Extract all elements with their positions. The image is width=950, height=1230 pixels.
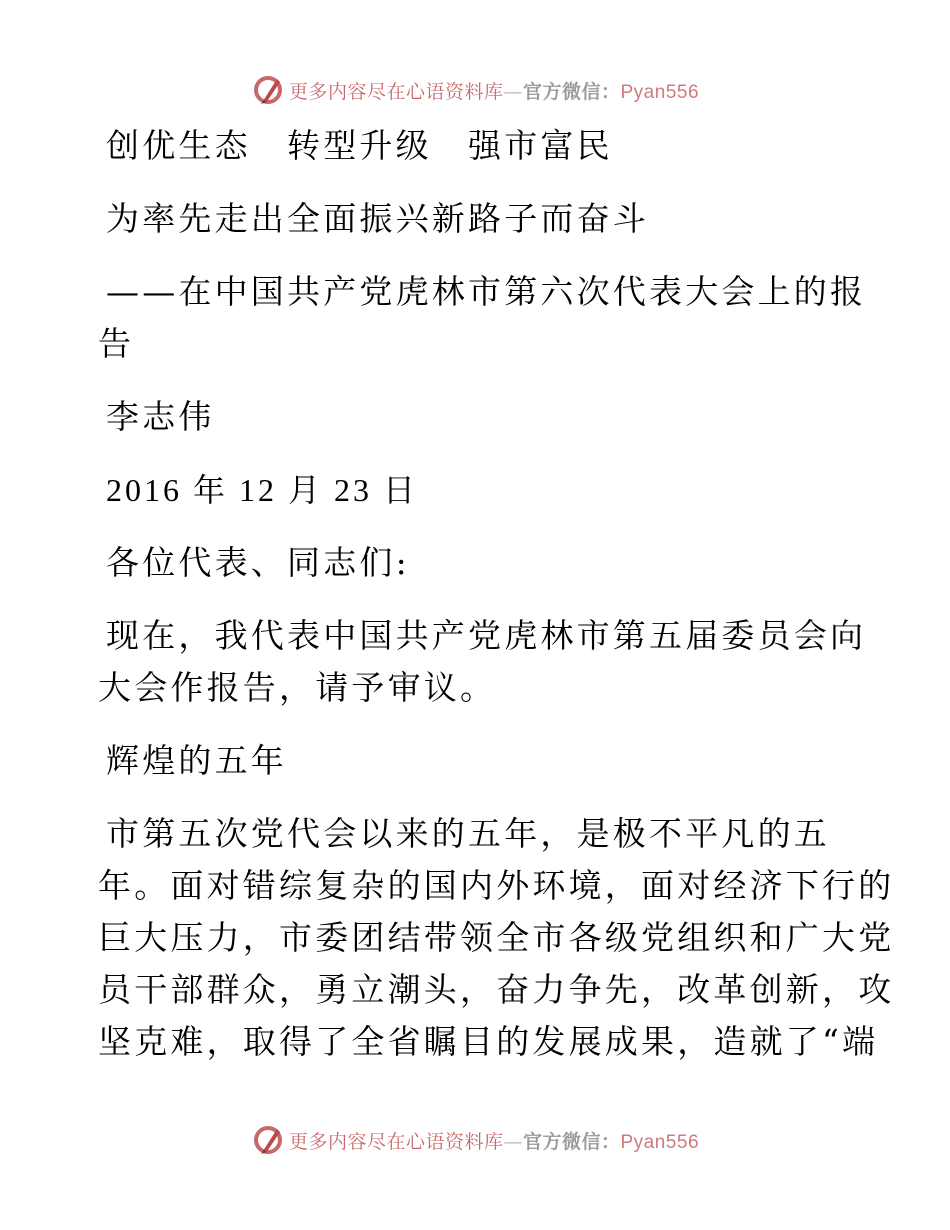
title-line-1: 创优生态 转型升级 强市富民 bbox=[106, 126, 613, 165]
section-heading: 辉煌的五年 bbox=[106, 741, 287, 780]
watermark-brand: 更多内容尽在心语资料库 bbox=[288, 1130, 504, 1153]
quill-pen-logo-icon bbox=[251, 1123, 285, 1157]
subtitle-line-2: 告 bbox=[98, 324, 135, 363]
date: 2016 年 12 月 23 日 bbox=[106, 472, 419, 508]
watermark-id: Pyan556 bbox=[620, 1131, 700, 1153]
body-line-1: 市第五次党代会以来的五年，是极不平凡的五 bbox=[106, 814, 830, 853]
watermark-text bbox=[289, 77, 699, 104]
watermark-official: 官方微信： bbox=[522, 80, 621, 103]
title-line-2: 为率先走出全面振兴新路子而奋斗 bbox=[106, 199, 649, 238]
watermark-dash: — bbox=[503, 1130, 523, 1153]
author: 李志伟 bbox=[106, 397, 215, 436]
quill-pen-logo-icon bbox=[251, 73, 285, 107]
watermark-brand: 更多内容尽在心语资料库 bbox=[288, 80, 504, 103]
subtitle-line-1: ——在中国共产党虎林市第六次代表大会上的报 bbox=[106, 272, 867, 311]
body-line-3: 巨大压力，市委团结带领全市各级党组织和广大党 bbox=[98, 918, 895, 957]
watermark-dash: — bbox=[503, 80, 523, 103]
body-line-5: 坚克难，取得了全省瞩目的发展成果，造就了“端 bbox=[98, 1022, 879, 1061]
body-line-4: 员干部群众，勇立潮头，奋力争先，改革创新，攻 bbox=[98, 970, 895, 1009]
watermark-official: 官方微信： bbox=[522, 1130, 621, 1153]
footer-watermark bbox=[0, 1120, 950, 1160]
intro-line-1: 现在，我代表中国共产党虎林市第五届委员会向 bbox=[106, 616, 867, 655]
body-line-2: 年。面对错综复杂的国内外环境，面对经济下行的 bbox=[98, 866, 895, 905]
watermark-id: Pyan556 bbox=[620, 81, 700, 103]
document-body bbox=[98, 120, 895, 1068]
salutation: 各位代表、同志们: bbox=[106, 543, 410, 582]
header-watermark bbox=[0, 70, 950, 110]
intro-line-2: 大会作报告，请予审议。 bbox=[98, 668, 497, 707]
watermark-text bbox=[289, 1127, 699, 1154]
